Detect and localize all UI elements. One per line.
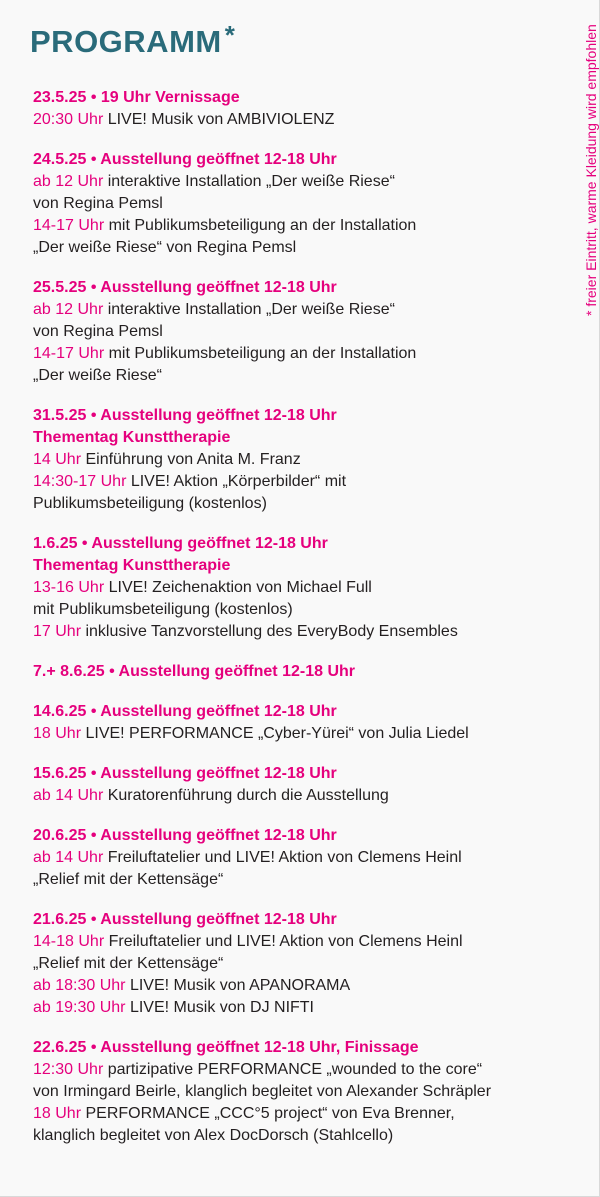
- event-description: Einführung von Anita M. Franz: [81, 451, 301, 468]
- event-subheading: Thementag Kunsttherapie: [33, 557, 231, 574]
- event-line: [33, 577, 573, 599]
- event-line: [33, 493, 573, 515]
- event-time: ab 18:30 Uhr: [33, 977, 126, 994]
- event-description: Kuratorenführung durch die Ausstellung: [103, 787, 389, 804]
- event-heading: 14.6.25 • Ausstellung geöffnet 12-18 Uhr: [33, 703, 337, 720]
- event-description: interaktive Installation „Der weiße Riese“: [103, 301, 395, 318]
- event-line: [33, 869, 573, 891]
- event-description: von Irmingard Beirle, klanglich begleitet von Alexander Schräpler: [33, 1083, 492, 1100]
- event-block: [33, 1037, 573, 1147]
- page-title-text: PROGRAMM: [30, 24, 222, 59]
- event-line: [33, 449, 573, 471]
- event-description: Freiluftatelier und LIVE! Aktion von Clemens Heinl: [103, 849, 462, 866]
- event-line: [33, 193, 573, 215]
- event-heading: 24.5.25 • Ausstellung geöffnet 12-18 Uhr: [33, 151, 337, 168]
- event-time: 14-18 Uhr: [33, 933, 105, 950]
- event-block: [33, 533, 573, 643]
- event-heading: 23.5.25 • 19 Uhr Vernissage: [33, 89, 240, 106]
- event-block: [33, 405, 573, 515]
- event-description: mit Publikumsbeteiligung (kostenlos): [33, 601, 293, 618]
- event-description: inklusive Tanzvorstellung des EveryBody Ensembles: [81, 623, 458, 640]
- event-description: Publikumsbeteiligung (kostenlos): [33, 495, 267, 512]
- event-description: LIVE! Musik von AMBIVIOLENZ: [103, 111, 335, 128]
- event-time: 13-16 Uhr: [33, 579, 105, 596]
- page-title: [30, 22, 235, 63]
- event-line: [33, 953, 573, 975]
- event-description: mit Publikumsbeteiligung an der Installation: [104, 345, 417, 362]
- event-line: [33, 109, 573, 131]
- event-line: [33, 215, 573, 237]
- event-heading: 15.6.25 • Ausstellung geöffnet 12-18 Uhr: [33, 765, 337, 782]
- event-heading: 1.6.25 • Ausstellung geöffnet 12-18 Uhr: [33, 535, 328, 552]
- event-block: [33, 701, 573, 745]
- event-list: [33, 87, 573, 1165]
- event-line: [33, 299, 573, 321]
- event-line: [33, 785, 573, 807]
- event-heading: 31.5.25 • Ausstellung geöffnet 12-18 Uhr: [33, 407, 337, 424]
- event-time: 20:30 Uhr: [33, 111, 104, 128]
- event-line: [33, 471, 573, 493]
- event-line: [33, 931, 573, 953]
- event-time: 18 Uhr: [33, 1105, 82, 1122]
- event-description: klanglich begleitet von Alex DocDorsch (Stahlcello): [33, 1127, 394, 1144]
- event-time: 18 Uhr: [33, 725, 82, 742]
- event-description: LIVE! Musik von DJ NIFTI: [125, 999, 314, 1016]
- event-description: „Relief mit der Kettensäge“: [33, 955, 224, 972]
- event-line: [33, 997, 573, 1019]
- event-time: 14:30-17 Uhr: [33, 473, 127, 490]
- event-line: [33, 723, 573, 745]
- event-time: ab 19:30 Uhr: [33, 999, 126, 1016]
- event-time: 14-17 Uhr: [33, 217, 105, 234]
- event-time: 17 Uhr: [33, 623, 82, 640]
- event-line: [33, 599, 573, 621]
- event-block: [33, 661, 573, 683]
- event-heading: 21.6.25 • Ausstellung geöffnet 12-18 Uhr: [33, 911, 337, 928]
- event-description: LIVE! Zeichenaktion von Michael Full: [104, 579, 372, 596]
- side-note: * freier Eintritt, warme Kleidung wird empfohlen: [583, 24, 599, 316]
- event-description: Freiluftatelier und LIVE! Aktion von Clemens Heinl: [104, 933, 463, 950]
- event-line: [33, 171, 573, 193]
- event-description: „Der weiße Riese“ von Regina Pemsl: [33, 239, 297, 256]
- event-heading: 22.6.25 • Ausstellung geöffnet 12-18 Uhr, Finissage: [33, 1039, 419, 1056]
- event-line: [33, 321, 573, 343]
- event-description: mit Publikumsbeteiligung an der Installation: [104, 217, 417, 234]
- event-time: ab 12 Uhr: [33, 173, 104, 190]
- event-line: [33, 1081, 573, 1103]
- event-heading: 20.6.25 • Ausstellung geöffnet 12-18 Uhr: [33, 827, 337, 844]
- event-time: 14-17 Uhr: [33, 345, 105, 362]
- event-block: [33, 825, 573, 891]
- event-line: [33, 847, 573, 869]
- event-heading: 25.5.25 • Ausstellung geöffnet 12-18 Uhr: [33, 279, 337, 296]
- event-block: [33, 87, 573, 131]
- event-description: interaktive Installation „Der weiße Riese“: [103, 173, 395, 190]
- event-heading: 7.+ 8.6.25 • Ausstellung geöffnet 12-18 Uhr: [33, 663, 355, 680]
- event-line: [33, 365, 573, 387]
- event-description: von Regina Pemsl: [33, 323, 163, 340]
- event-time: 14 Uhr: [33, 451, 82, 468]
- event-line: [33, 343, 573, 365]
- event-line: [33, 1059, 573, 1081]
- event-block: [33, 149, 573, 259]
- event-description: partizipative PERFORMANCE „wounded to the core“: [103, 1061, 483, 1078]
- event-time: ab 12 Uhr: [33, 301, 104, 318]
- event-description: LIVE! Musik von APANORAMA: [125, 977, 351, 994]
- event-line: [33, 1103, 573, 1125]
- event-description: „Der weiße Riese“: [33, 367, 162, 384]
- event-subheading: Thementag Kunsttherapie: [33, 429, 231, 446]
- event-description: LIVE! Aktion „Körperbilder“ mit: [126, 473, 347, 490]
- event-line: [33, 1125, 573, 1147]
- event-time: 12:30 Uhr: [33, 1061, 104, 1078]
- event-line: [33, 237, 573, 259]
- event-block: [33, 909, 573, 1019]
- event-block: [33, 763, 573, 807]
- event-time: ab 14 Uhr: [33, 849, 104, 866]
- event-description: PERFORMANCE „CCC°5 project“ von Eva Brenner,: [81, 1105, 455, 1122]
- event-line: [33, 975, 573, 997]
- event-description: von Regina Pemsl: [33, 195, 163, 212]
- page-title-asterisk: *: [224, 20, 236, 50]
- event-line: [33, 621, 573, 643]
- event-description: „Relief mit der Kettensäge“: [33, 871, 224, 888]
- event-description: LIVE! PERFORMANCE „Cyber-Yürei“ von Julia Liedel: [81, 725, 469, 742]
- event-time: ab 14 Uhr: [33, 787, 104, 804]
- event-block: [33, 277, 573, 387]
